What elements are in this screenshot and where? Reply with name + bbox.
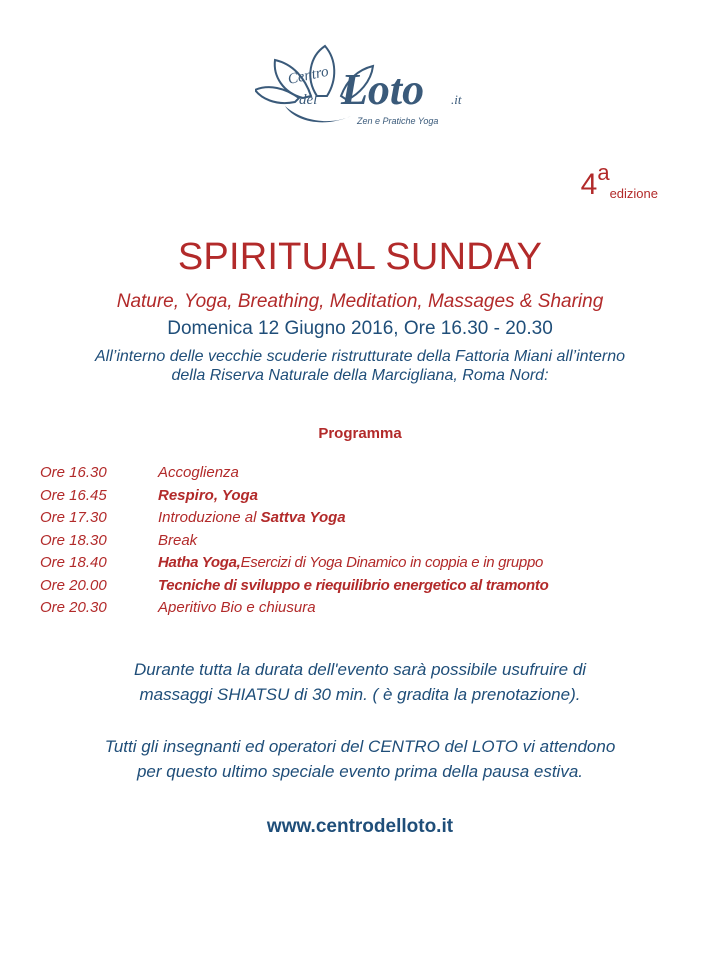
schedule-row <box>40 532 710 555</box>
event-location <box>20 347 700 385</box>
logo-suffix: .it <box>451 92 462 107</box>
schedule-activity: Respiro, Yoga <box>158 486 259 504</box>
page-title: SPIRITUAL SUNDAY <box>177 236 543 278</box>
schedule-activity: Aperitivo Bio e chiusura <box>158 599 316 616</box>
closing-note-line-2: per questo ultimo speciale evento prima della pausa estiva. <box>136 762 584 781</box>
logo-word-centro: Centro <box>286 63 331 88</box>
schedule-activity-part: Introduzione al <box>158 509 261 526</box>
schedule-row <box>40 464 710 487</box>
schedule-activity-highlight: Sattva Yoga <box>260 509 346 526</box>
page-subtitle: Nature, Yoga, Breathing, Meditation, Massages & Sharing <box>116 291 604 312</box>
schedule-row <box>40 554 710 577</box>
schedule-time: Ore 16.45 <box>40 486 107 504</box>
edition-number: 4 <box>580 168 598 201</box>
website-link[interactable]: www.centrodelloto.it <box>266 816 454 837</box>
closing-note-line-1: Tutti gli insegnanti ed operatori del CENTRO del LOTO vi attendono <box>104 737 616 756</box>
schedule-time: Ore 18.30 <box>40 531 107 549</box>
edition-ordinal: a <box>597 160 610 185</box>
schedule-activity: Break <box>158 531 198 549</box>
schedule-row <box>40 577 710 600</box>
schedule-time: Ore 20.30 <box>40 599 107 616</box>
logo <box>255 38 485 138</box>
massage-info <box>20 657 700 707</box>
logo-word-loto: Loto <box>341 65 425 114</box>
schedule-activity: Accoglienza <box>158 464 239 481</box>
schedule-row <box>40 599 710 622</box>
logo-word-del: del <box>299 92 318 108</box>
schedule-time: Ore 17.30 <box>40 509 107 526</box>
schedule-activity <box>158 509 346 526</box>
schedule-activity <box>158 554 543 571</box>
schedule-list <box>40 464 710 622</box>
lotus-flower-icon <box>255 38 485 138</box>
closing-note <box>20 734 700 784</box>
edition-label <box>580 160 658 202</box>
schedule-time: Ore 20.00 <box>40 576 107 594</box>
schedule-time: Ore 18.40 <box>40 554 107 571</box>
event-date: Domenica 12 Giugno 2016, Ore 16.30 - 20.30 <box>167 318 553 339</box>
location-line-2: della Riserva Naturale della Marcigliana, Roma Nord: <box>171 367 549 384</box>
schedule-row <box>40 487 710 510</box>
schedule-row <box>40 509 710 532</box>
program-title: Programma <box>318 425 402 442</box>
location-line-1: All’interno delle vecchie scuderie ristrutturate della Fattoria Miani all’interno <box>94 348 626 365</box>
schedule-time: Ore 16.30 <box>40 464 107 481</box>
schedule-activity-part: Esercizi di Yoga Dinamico in coppia e in gruppo <box>240 554 544 571</box>
schedule-activity: Tecniche di sviluppo e riequilibrio energetico al tramonto <box>158 576 549 594</box>
massage-info-line-1: Durante tutta la durata dell'evento sarà possibile usufruire di <box>133 660 587 679</box>
schedule-activity-highlight: Hatha Yoga, <box>158 554 241 571</box>
massage-info-line-2: massaggi SHIATSU di 30 min. ( è gradita la prenotazione). <box>139 685 581 704</box>
logo-tagline: Zen e Pratiche Yoga <box>357 116 439 126</box>
edition-word: edizione <box>609 186 658 201</box>
